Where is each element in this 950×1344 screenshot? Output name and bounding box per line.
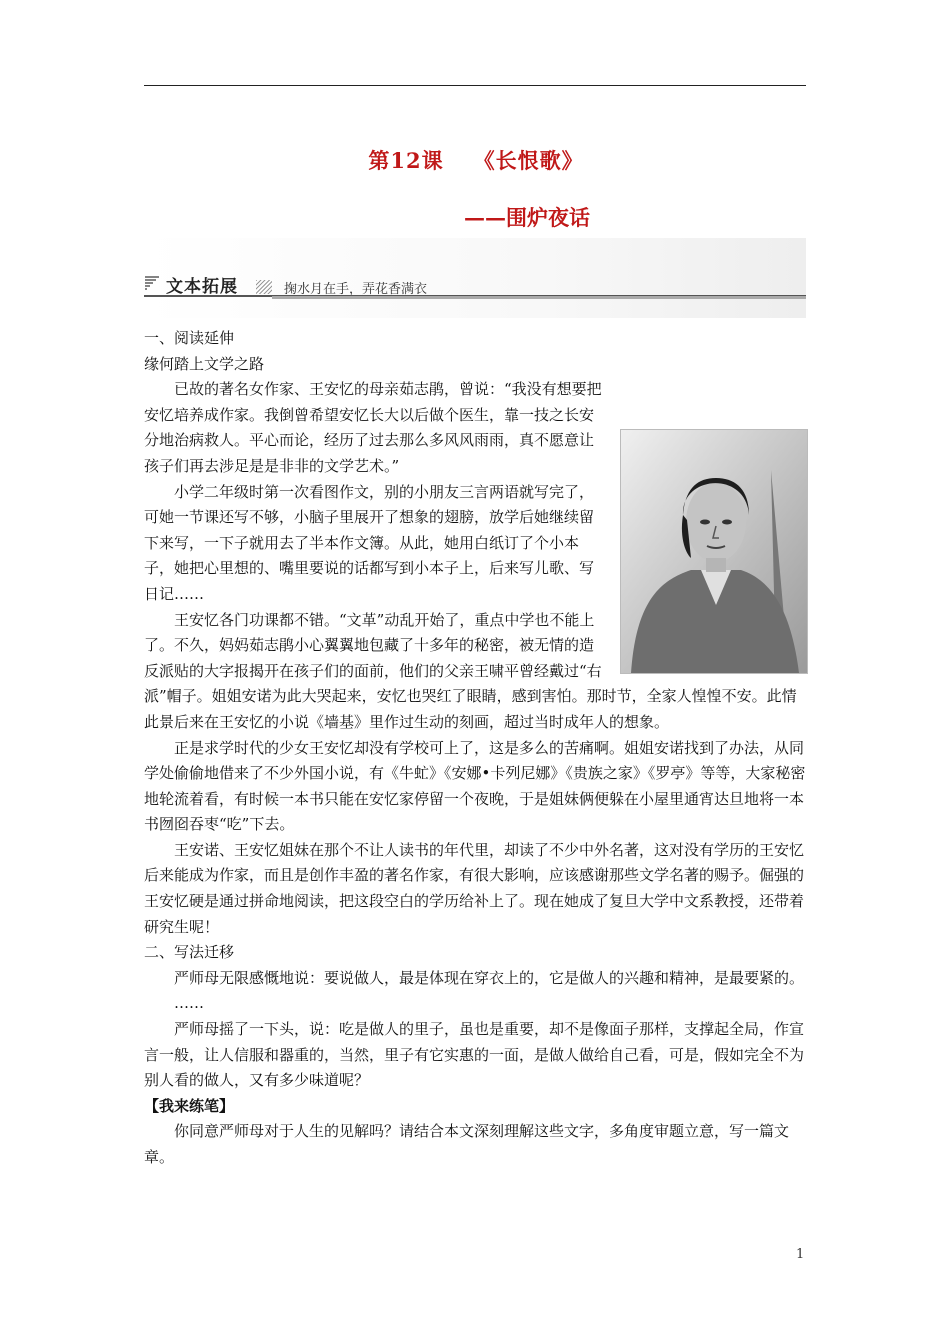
section2-heading: 二、写法迁移 (144, 943, 235, 962)
header-rule (144, 85, 806, 86)
section-banner (144, 238, 806, 318)
practice-text: 你同意严师母对于人生的见解吗？请结合本文深刻理解这些文字，多角度审题立意，写一篇文章。 (144, 1122, 790, 1166)
lesson-number: 第12课 (368, 148, 444, 173)
section2-ellipsis: …… (174, 994, 204, 1013)
section2-paragraph: 严师母摇了一下头，说：吃是做人的里子，虽也是重要，却不是像面子那样，支撑起全局，作宣言一般，让人信服和器重的，当然，里子有它实惠的一面，是做人做给自己看，可是，假如完全不为别人看的做人，又有多少味道呢？ (144, 1020, 805, 1090)
section2-paragraph: 严师母无限感慨地说：要说做人，最是体现在穿衣上的，它是做人的兴趣和精神，是最要紧的。 (174, 968, 805, 987)
article-title: 缘何踏上文学之路 (144, 354, 265, 373)
banner-subtitle: 掬水月在手，弄花香满衣 (284, 282, 428, 297)
banner-title: 文本拓展 (166, 277, 238, 297)
lesson-title (0, 145, 950, 175)
section1-paragraph: 王安诺、王安忆姐妹在那个不让人读书的年代里，却读了不少中外名著，这对没有学历的王安忆后来能成为作家，而且是创作丰盈的著名作家，有很大影响，应该感谢那些文学名著的赐予。倔强的王安忆硬是通过拼命地阅读，把这段空白的学历给补上了。现在她成了复旦大学中文系教授，还带着研究生呢！ (144, 840, 805, 936)
practice-label: 【我来练笔】 (144, 1096, 235, 1115)
author-portrait-photo (620, 429, 808, 674)
banner-underline-shadow (272, 296, 806, 299)
section1-paragraph: 小学二年级时第一次看图作文，别的小朋友三言两语就写完了，可她一节课还写不够，小脑子里展开了想象的翅膀，放学后她继续留下来写，一下子就用去了半本作文簿。从此，她用白纸订了个小本子，她把心里想的、嘴里要说的话都写到小本子上，后来写儿歌、写日记…… (144, 482, 595, 603)
section1-paragraph: 王安忆各门功课都不错。“文革”动乱开始了，重点中学也不能上了。不久，妈妈茹志鹃小心翼翼地包藏了十多年的秘密，被无情的造反派贴的大字报揭开在孩子们的面前，他们的父亲王啸平曾经戴过“右派”帽子。姐姐安诺为此大哭起来，安忆也哭红了眼睛，感到害怕。那时节，全家人惶惶不安。此情此景后来在王安忆的小说《墙基》里作过生动的刻画，超过当时成年人的想象。 (144, 610, 797, 731)
section1-heading: 一、阅读延伸 (144, 329, 235, 347)
work-title: 《长恨歌》 (473, 148, 584, 173)
page-number: 1 (796, 1247, 805, 1262)
banner-stripe-decoration (256, 280, 272, 294)
main-content (144, 326, 808, 1171)
lesson-subtitle: ——围炉夜话 (464, 205, 590, 230)
triangle-stripes-icon (144, 275, 160, 291)
section1-paragraph: 正是求学时代的少女王安忆却没有学校可上了，这是多么的苦痛啊。姐姐安诺找到了办法，从同学处偷偷地借来了不少外国小说，有《牛虻》《安娜•卡列尼娜》《贵族之家》《罗亭》等等，大家秘密地轮流着看，有时候一本书只能在安忆家停留一个夜晚，于是姐妹俩便躲在小屋里通宵达旦地将一本书囫囵吞枣“吃”下去。 (144, 738, 806, 834)
section1-paragraph: 已故的著名女作家、王安忆的母亲茹志鹃，曾说：“我没有想要把安忆培养成作家。我倒曾希望安忆长大以后做个医生，靠一技之长安分地治病救人。平心而论，经历了过去那么多风风雨雨，真不愿意让孩子们再去涉足是是非非的文学艺术。” (144, 380, 602, 475)
